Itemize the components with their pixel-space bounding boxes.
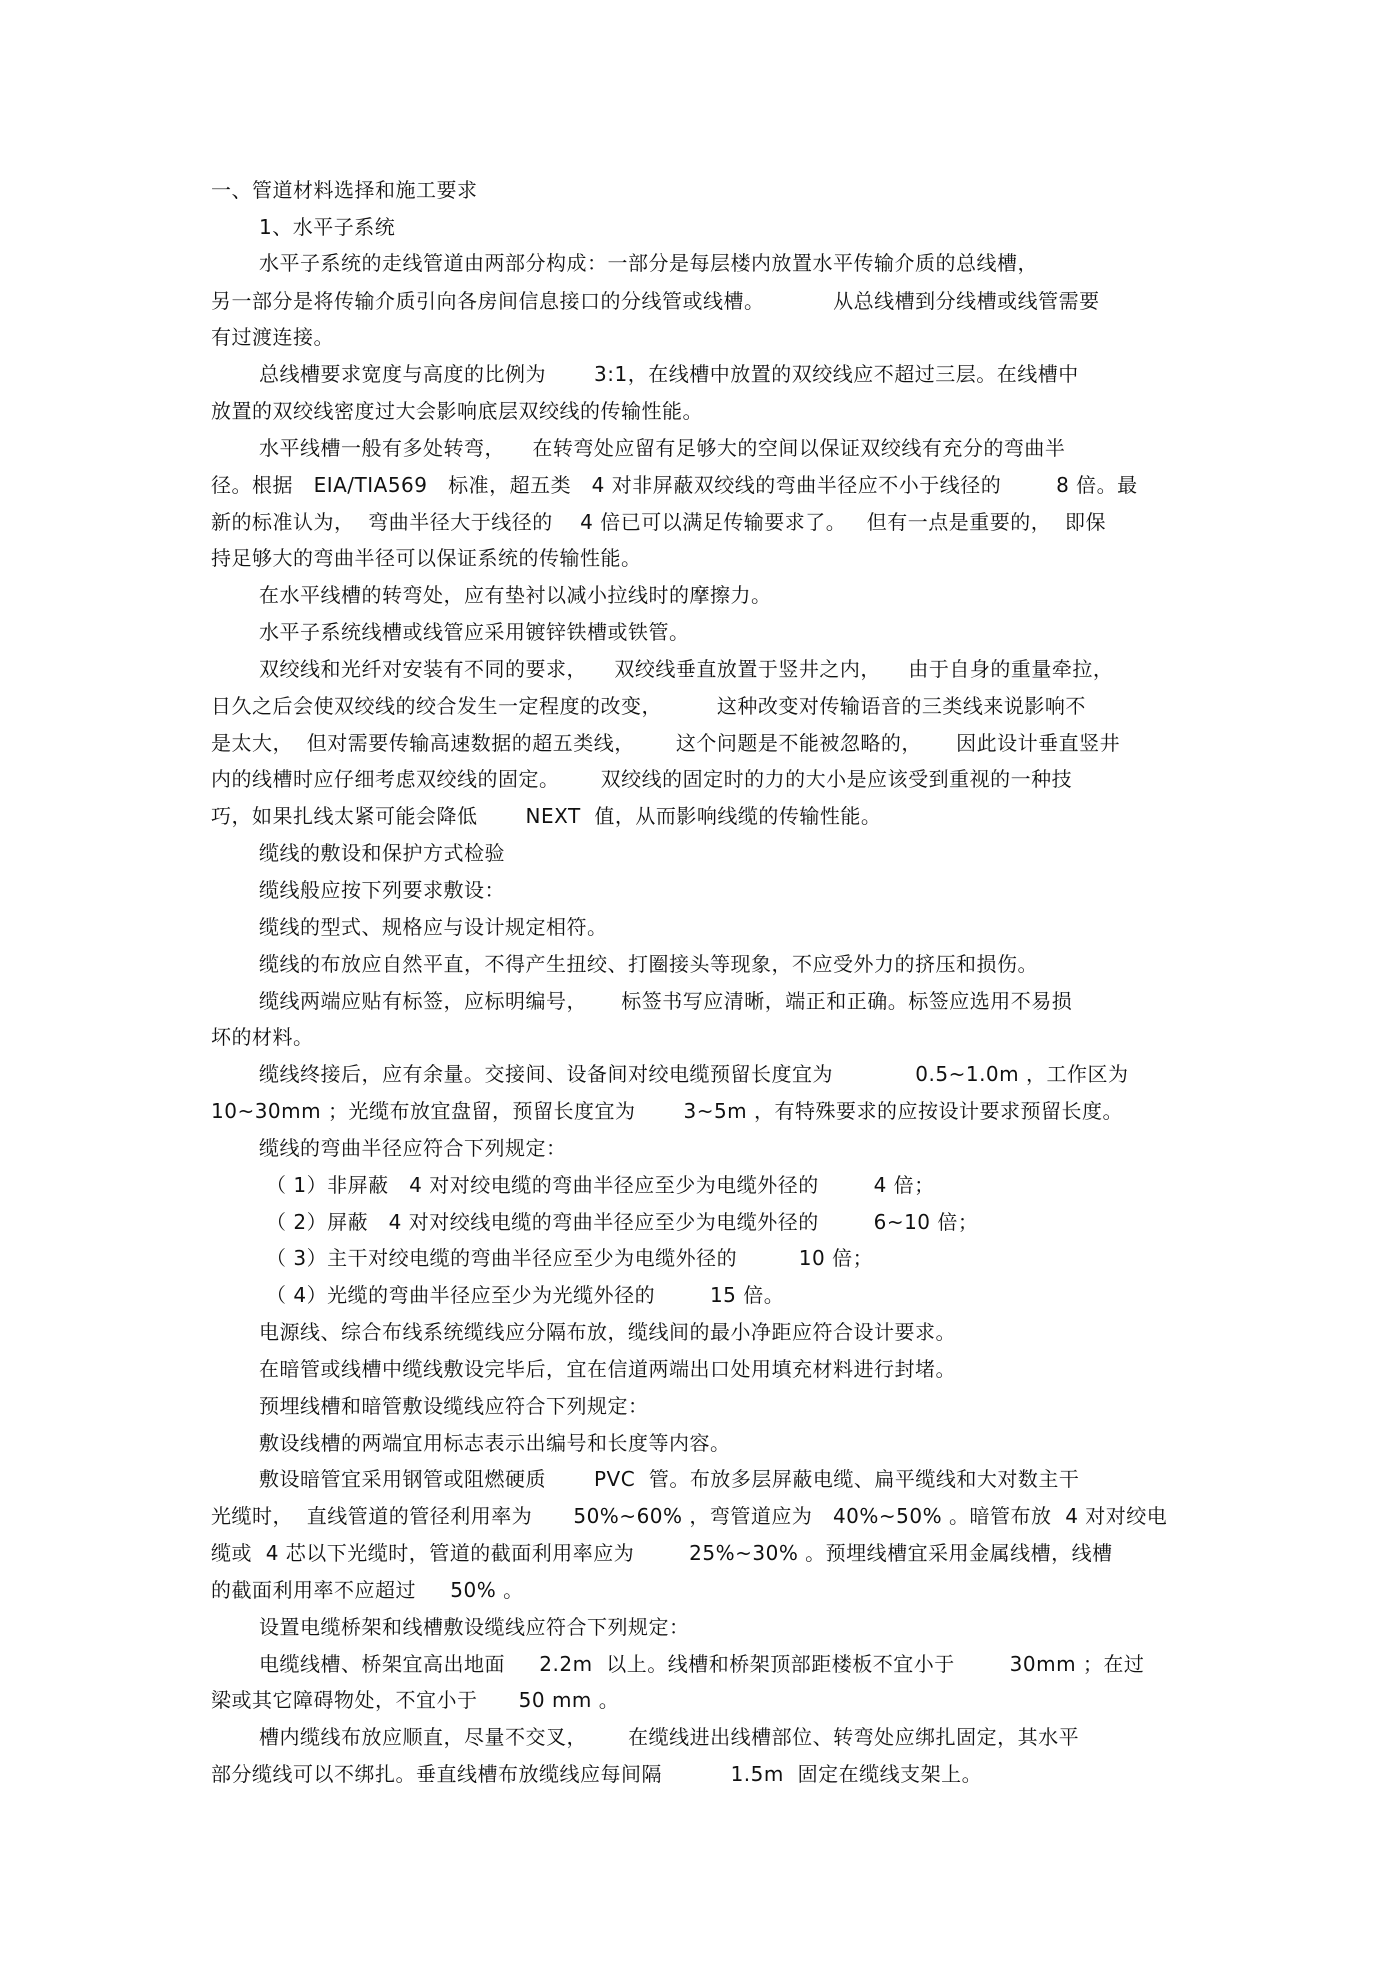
paragraph-line: 径。根据 EIA/TIA569 标准，超五类 4 对非屏蔽双绞线的弯曲半径应不小于线径的 8 倍。最 <box>211 473 1138 497</box>
paragraph-line: 部分缆线可以不绑扎。垂直线槽布放缆线应每间隔 1.5m 固定在缆线支架上。 <box>211 1762 983 1786</box>
subsection-heading: 1、水平子系统 <box>259 215 396 239</box>
paragraph-line: 缆线终接后，应有余量。交接间、设备间对绞电缆预留长度宜为 0.5~1.0m ，工作区为 <box>259 1062 1129 1086</box>
paragraph-line: 预埋线槽和暗管敷设缆线应符合下列规定： <box>259 1394 649 1418</box>
paragraph-line: 敷设线槽的两端宜用标志表示出编号和长度等内容。 <box>259 1431 731 1455</box>
paragraph-line: 缆线的布放应自然平直，不得产生扭绞、打圈接头等现象，不应受外力的挤压和损伤。 <box>259 952 1038 976</box>
paragraph-line: 电源线、综合布线系统缆线应分隔布放，缆线间的最小净距应符合设计要求。 <box>259 1320 956 1344</box>
paragraph-line: 槽内缆线布放应顺直，尽量不交叉， 在缆线进出线槽部位、转弯处应绑扎固定，其水平 <box>259 1725 1080 1749</box>
paragraph-line: 日久之后会使双绞线的绞合发生一定程度的改变， 这种改变对传输语音的三类线来说影响不 <box>211 694 1086 718</box>
paragraph-line: 10~30mm ；光缆布放宜盘留，预留长度宜为 3~5m ，有特殊要求的应按设计要求预留长度。 <box>211 1099 1124 1123</box>
paragraph-line: 内的线槽时应仔细考虑双绞线的固定。 双绞线的固定时的力的大小是应该受到重视的一种技 <box>211 767 1073 791</box>
paragraph-line: 水平线槽一般有多处转弯， 在转弯处应留有足够大的空间以保证双绞线有充分的弯曲半 <box>259 436 1066 460</box>
paragraph-line: 光缆时， 直线管道的管径利用率为 50%~60% ，弯管道应为 40%~50% 。暗管布放 4 对对绞电 <box>211 1504 1168 1528</box>
paragraph-line: 设置电缆桥架和线槽敷设缆线应符合下列规定： <box>259 1615 690 1639</box>
paragraph-line: 新的标准认为， 弯曲半径大于线径的 4 倍已可以满足传输要求了。 但有一点是重要的， 即保 <box>211 510 1107 534</box>
paragraph-line: 水平子系统的走线管道由两部分构成：一部分是每层楼内放置水平传输介质的总线槽， <box>259 251 1038 275</box>
paragraph-line: 梁或其它障碍物处，不宜小于 50 mm 。 <box>211 1688 620 1712</box>
paragraph-line: 缆线般应按下列要求敷设： <box>259 878 505 902</box>
paragraph-line: 电缆线槽、桥架宜高出地面 2.2m 以上。线槽和桥架顶部距楼板不宜小于 30mm ；在过 <box>259 1652 1145 1676</box>
paragraph-line: 另一部分是将传输介质引向各房间信息接口的分线管或线槽。 从总线槽到分线槽或线管需要 <box>211 289 1100 313</box>
paragraph-line: 水平子系统线槽或线管应采用镀锌铁槽或铁管。 <box>259 620 690 644</box>
paragraph-line: 在暗管或线槽中缆线敷设完毕后，宜在信道两端出口处用填充材料进行封堵。 <box>259 1357 956 1381</box>
list-item: （ 4）光缆的弯曲半径应至少为光缆外径的 15 倍。 <box>266 1283 785 1307</box>
paragraph-line: 双绞线和光纤对安装有不同的要求， 双绞线垂直放置于竖井之内， 由于自身的重量牵拉， <box>259 657 1114 681</box>
paragraph-line: 缆线的弯曲半径应符合下列规定： <box>259 1136 567 1160</box>
paragraph-line: 持足够大的弯曲半径可以保证系统的传输性能。 <box>211 546 642 570</box>
list-item: （ 2）屏蔽 4 对对绞线电缆的弯曲半径应至少为电缆外径的 6~10 倍； <box>266 1210 979 1234</box>
paragraph-line: 是太大， 但对需要传输高速数据的超五类线， 这个问题是不能被忽略的， 因此设计垂直竖井 <box>211 731 1121 755</box>
list-item: （ 3）主干对绞电缆的弯曲半径应至少为电缆外径的 10 倍； <box>266 1246 874 1270</box>
paragraph-line: 缆线两端应贴有标签，应标明编号， 标签书写应清晰，端正和正确。标签应选用不易损 <box>259 989 1073 1013</box>
paragraph-line: 总线槽要求宽度与高度的比例为 3:1，在线槽中放置的双绞线应不超过三层。在线槽中 <box>259 362 1079 386</box>
paragraph-line: 有过渡连接。 <box>211 325 334 349</box>
paragraph-line: 在水平线槽的转弯处，应有垫衬以减小拉线时的摩擦力。 <box>259 583 772 607</box>
paragraph-line: 缆线的敷设和保护方式检验 <box>259 841 505 865</box>
paragraph-line: 放置的双绞线密度过大会影响底层双绞线的传输性能。 <box>211 399 703 423</box>
paragraph-line: 缆线的型式、规格应与设计规定相符。 <box>259 915 608 939</box>
paragraph-line: 巧，如果扎线太紧可能会降低 NEXT 值，从而影响线缆的传输性能。 <box>211 804 882 828</box>
paragraph-line: 的截面利用率不应超过 50% 。 <box>211 1578 524 1602</box>
list-item: （ 1）非屏蔽 4 对对绞电缆的弯曲半径应至少为电缆外径的 4 倍； <box>266 1173 935 1197</box>
paragraph-line: 坏的材料。 <box>211 1025 314 1049</box>
paragraph-line: 敷设暗管宜采用钢管或阻燃硬质 PVC 管。布放多层屏蔽电缆、扁平缆线和大对数主干 <box>259 1467 1080 1491</box>
section-heading: 一、管道材料选择和施工要求 <box>211 178 478 202</box>
paragraph-line: 缆或 4 芯以下光缆时，管道的截面利用率应为 25%~30% 。预埋线槽宜采用金属线槽，线槽 <box>211 1541 1113 1565</box>
